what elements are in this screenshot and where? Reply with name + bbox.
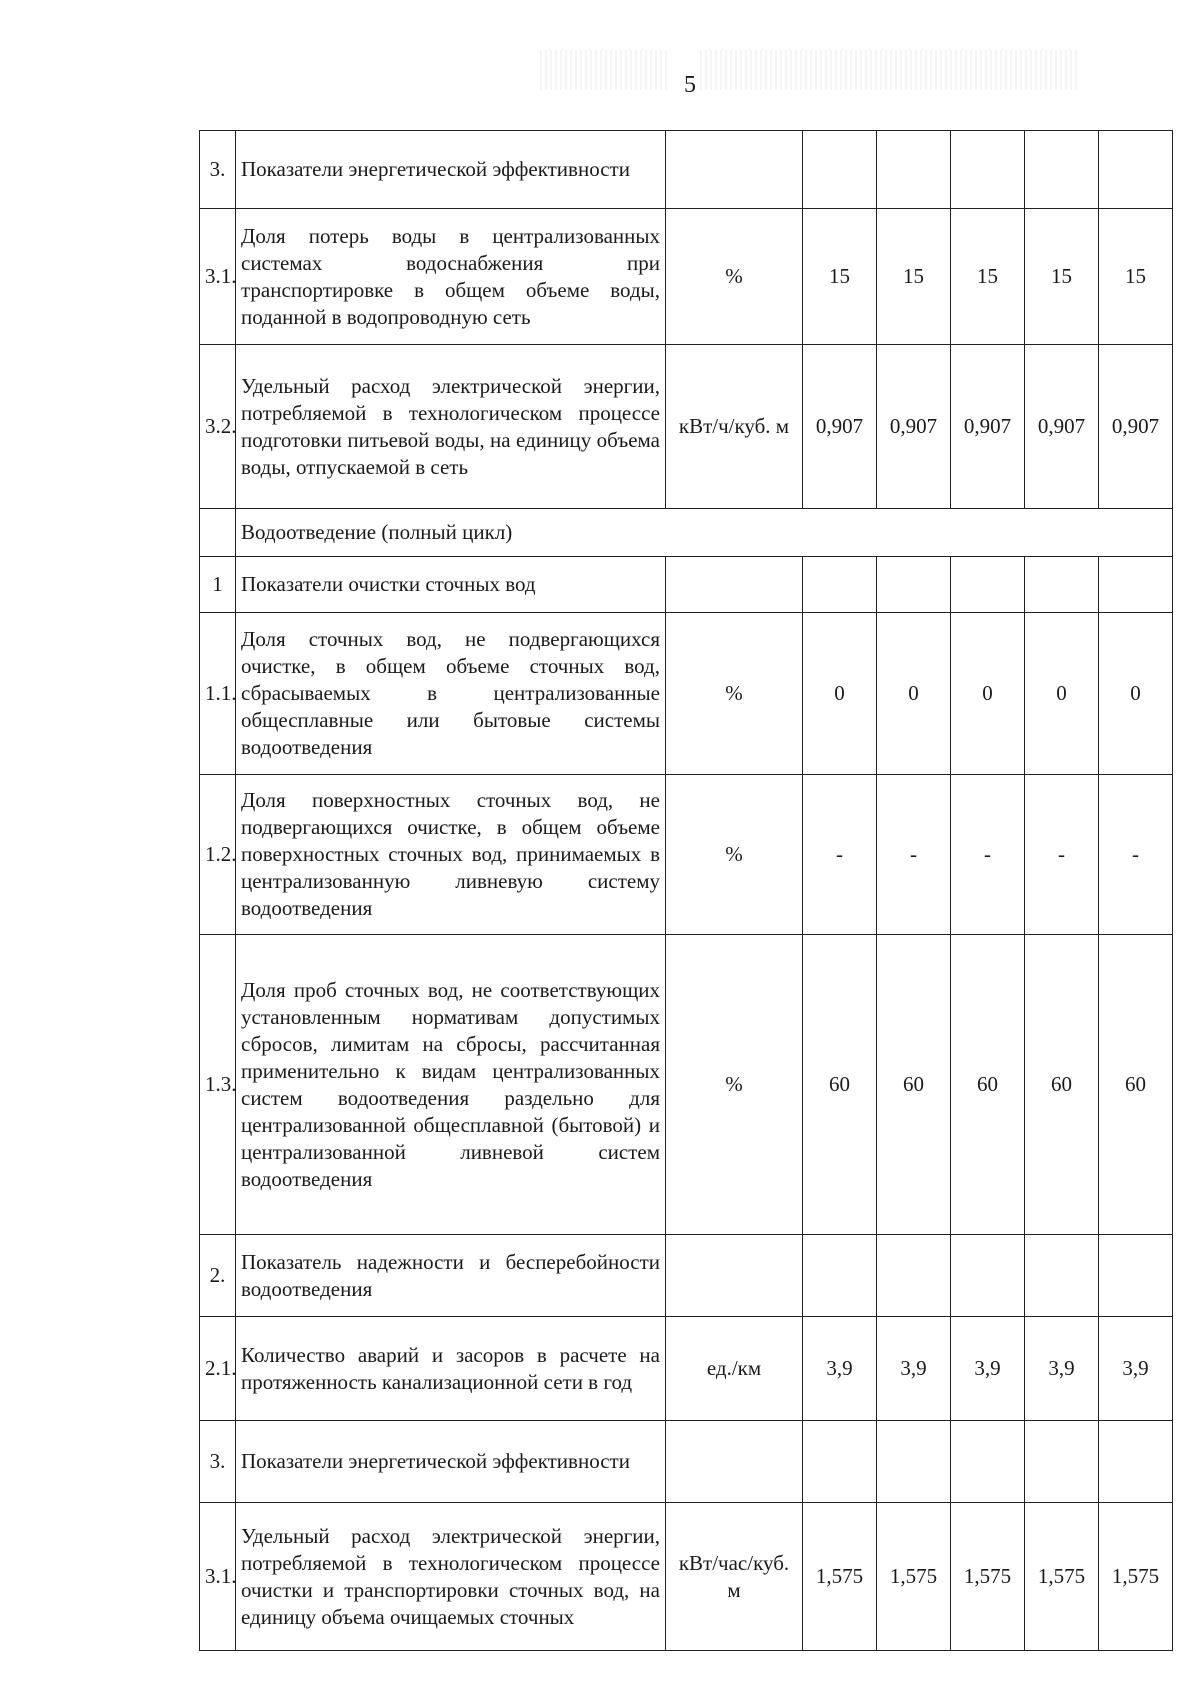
- value-cell: 3,9: [951, 1317, 1025, 1421]
- indicator-name: Показатели энергетической эффективности: [236, 1421, 666, 1503]
- value-cell: 3,9: [1099, 1317, 1173, 1421]
- table-row-group: [200, 1421, 1173, 1503]
- unit-cell: кВт/час/куб. м: [666, 1503, 803, 1651]
- row-number: [200, 509, 236, 557]
- value-cell: 60: [1025, 935, 1099, 1235]
- indicator-name: Показатель надежности и бесперебойности водоотведения: [236, 1235, 666, 1317]
- value-cell: [1099, 131, 1173, 209]
- row-number: 1.3.: [200, 935, 236, 1235]
- value-cell: 15: [1099, 209, 1173, 345]
- section-title: Водоотведение (полный цикл): [236, 509, 1173, 557]
- indicator-name: Доля проб сточных вод, не соответствующих установленным нормативам допустимых сбросов, лимитам на сбросы, рассчитанная применительно к видам централизованных систем водоотведения раздельно для централизованной общесплавной (бытовой) и централизованной ливневой систем водоотведения: [236, 935, 666, 1235]
- indicator-name: Доля сточных вод, не подвергающихся очистке, в общем объеме сточных вод, сбрасываемых в централизованные общесплавные или бытовые системы водоотведения: [236, 613, 666, 775]
- unit-cell: [666, 1421, 803, 1503]
- value-cell: 15: [1025, 209, 1099, 345]
- indicators-table: [199, 130, 1173, 1651]
- value-cell: [803, 131, 877, 209]
- row-number: 1: [200, 557, 236, 613]
- page-number: 5: [684, 72, 696, 98]
- value-cell: [877, 1421, 951, 1503]
- value-cell: 1,575: [803, 1503, 877, 1651]
- value-cell: 1,575: [877, 1503, 951, 1651]
- unit-cell: [666, 1235, 803, 1317]
- value-cell: 15: [877, 209, 951, 345]
- unit-cell: [666, 131, 803, 209]
- value-cell: -: [1025, 775, 1099, 935]
- indicator-name: Показатели очистки сточных вод: [236, 557, 666, 613]
- value-cell: 0,907: [1099, 345, 1173, 509]
- table-row: [200, 935, 1173, 1235]
- indicator-name: Количество аварий и засоров в расчете на протяженность канализационной сети в год: [236, 1317, 666, 1421]
- value-cell: [877, 557, 951, 613]
- value-cell: 0: [1025, 613, 1099, 775]
- row-number: 3.: [200, 131, 236, 209]
- row-number: 1.2.: [200, 775, 236, 935]
- row-number: 3.: [200, 1421, 236, 1503]
- unit-cell: кВт/ч/куб. м: [666, 345, 803, 509]
- indicator-name: Удельный расход электрической энергии, потребляемой в технологическом процессе подготовки питьевой воды, на единицу объема воды, отпускаемой в сеть: [236, 345, 666, 509]
- indicator-name: Доля поверхностных сточных вод, не подвергающихся очистке, в общем объеме поверхностных сточных вод, принимаемых в централизованную ливневую систему водоотведения: [236, 775, 666, 935]
- value-cell: [951, 1235, 1025, 1317]
- value-cell: 1,575: [1099, 1503, 1173, 1651]
- row-number: 3.1.: [200, 1503, 236, 1651]
- value-cell: [877, 131, 951, 209]
- indicator-name: Показатели энергетической эффективности: [236, 131, 666, 209]
- unit-cell: %: [666, 209, 803, 345]
- value-cell: 60: [803, 935, 877, 1235]
- row-number: 3.1.: [200, 209, 236, 345]
- value-cell: 15: [951, 209, 1025, 345]
- value-cell: [1099, 1421, 1173, 1503]
- value-cell: [1025, 557, 1099, 613]
- value-cell: 3,9: [877, 1317, 951, 1421]
- table-row: [200, 1503, 1173, 1651]
- indicator-name: Доля потерь воды в централизованных системах водоснабжения при транспортировке в общем объеме воды, поданной в водопроводную сеть: [236, 209, 666, 345]
- value-cell: 1,575: [1025, 1503, 1099, 1651]
- unit-cell: %: [666, 613, 803, 775]
- table-row-group: [200, 131, 1173, 209]
- value-cell: [803, 1235, 877, 1317]
- row-number: 2.: [200, 1235, 236, 1317]
- table-row: [200, 345, 1173, 509]
- value-cell: 60: [1099, 935, 1173, 1235]
- row-number: 2.1.: [200, 1317, 236, 1421]
- value-cell: [1025, 131, 1099, 209]
- value-cell: [951, 557, 1025, 613]
- value-cell: 0,907: [1025, 345, 1099, 509]
- table-row-section: [200, 509, 1173, 557]
- value-cell: -: [1099, 775, 1173, 935]
- value-cell: 0: [951, 613, 1025, 775]
- table-row-group: [200, 1235, 1173, 1317]
- value-cell: [877, 1235, 951, 1317]
- value-cell: -: [951, 775, 1025, 935]
- value-cell: 0,907: [951, 345, 1025, 509]
- table-row: [200, 613, 1173, 775]
- value-cell: 60: [951, 935, 1025, 1235]
- value-cell: 0,907: [877, 345, 951, 509]
- value-cell: 3,9: [803, 1317, 877, 1421]
- table-row: [200, 1317, 1173, 1421]
- value-cell: 60: [877, 935, 951, 1235]
- value-cell: 0: [803, 613, 877, 775]
- value-cell: 1,575: [951, 1503, 1025, 1651]
- value-cell: 15: [803, 209, 877, 345]
- row-number: 3.2.: [200, 345, 236, 509]
- table-row: [200, 209, 1173, 345]
- value-cell: 0: [1099, 613, 1173, 775]
- table-row-group: [200, 557, 1173, 613]
- value-cell: 0,907: [803, 345, 877, 509]
- table-row: [200, 775, 1173, 935]
- value-cell: [1025, 1421, 1099, 1503]
- value-cell: [1099, 557, 1173, 613]
- value-cell: [1099, 1235, 1173, 1317]
- value-cell: [951, 1421, 1025, 1503]
- value-cell: -: [877, 775, 951, 935]
- value-cell: -: [803, 775, 877, 935]
- indicator-name: Удельный расход электрической энергии, потребляемой в технологическом процессе очистки и транспортировки сточных вод, на единицу объема очищаемых сточных: [236, 1503, 666, 1651]
- unit-cell: %: [666, 935, 803, 1235]
- value-cell: [803, 557, 877, 613]
- row-number: 1.1.: [200, 613, 236, 775]
- value-cell: [803, 1421, 877, 1503]
- unit-cell: %: [666, 775, 803, 935]
- value-cell: 3,9: [1025, 1317, 1099, 1421]
- value-cell: 0: [877, 613, 951, 775]
- value-cell: [1025, 1235, 1099, 1317]
- unit-cell: ед./км: [666, 1317, 803, 1421]
- unit-cell: [666, 557, 803, 613]
- value-cell: [951, 131, 1025, 209]
